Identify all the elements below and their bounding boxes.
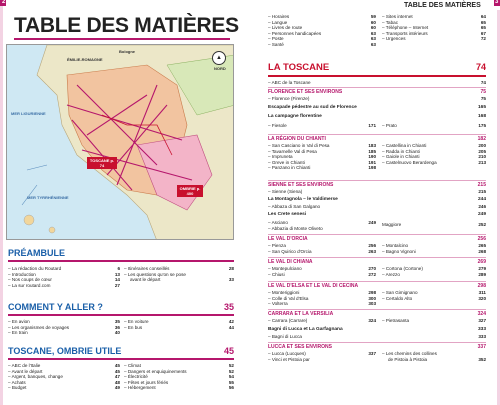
page-number-left: 2 bbox=[2, 0, 6, 5]
list-item[interactable]: – Sites internet 64 bbox=[382, 14, 486, 20]
page-title: TABLE DES MATIÈRES bbox=[14, 14, 239, 37]
separator bbox=[268, 342, 486, 343]
list-item[interactable]: – Bagni di Lucca 333 bbox=[268, 334, 486, 340]
section-orcia: LE VAL D'ORCIA 256 bbox=[268, 236, 486, 242]
map-box-toscane: TOSCANE p. 74 bbox=[87, 157, 117, 169]
section-preambule bbox=[8, 248, 68, 258]
list-item[interactable]: – Vinci et Pistoia par bbox=[268, 357, 376, 363]
toscane-ombrie-rule bbox=[8, 358, 234, 360]
section-chianti: LA RÉGION DU CHIANTI 182 bbox=[268, 136, 486, 142]
list-item[interactable]: – Avant le départ 45 bbox=[8, 369, 120, 375]
list-item[interactable]: – Hébergement 56 bbox=[124, 385, 234, 391]
section-toscane-ombrie bbox=[8, 346, 234, 356]
montagnola-entry[interactable]: La Montagnola – le Valdimerse 244 bbox=[268, 197, 486, 202]
running-title: TABLE DES MATIÈRES bbox=[404, 2, 481, 9]
list-item[interactable]: – Abbazia di Monte Oliveto bbox=[268, 226, 376, 232]
list-item[interactable]: – Carrara (Carrare) 324 bbox=[268, 318, 376, 324]
list-item[interactable]: – Impruneta 190 bbox=[268, 154, 376, 160]
list-item[interactable]: – Langue 60 bbox=[268, 20, 376, 26]
list-item[interactable]: – Gaiole in Chianti 210 bbox=[382, 154, 486, 160]
list-item[interactable]: – Horaires 59 bbox=[268, 14, 376, 20]
list-item[interactable]: – San Quirico d'Orcia 263 bbox=[268, 249, 376, 255]
map-svg bbox=[7, 45, 234, 240]
list-item[interactable]: – Les chemins des collines bbox=[382, 351, 486, 357]
list-item[interactable]: – En train 40 bbox=[8, 330, 120, 336]
section-comment bbox=[8, 302, 234, 312]
list-item[interactable]: – Pienza 256 bbox=[268, 243, 376, 249]
list-item[interactable]: – Arezzo 289 bbox=[382, 272, 486, 278]
separator bbox=[268, 281, 486, 282]
list-item[interactable]: avant le départ 33 bbox=[130, 277, 234, 283]
list-item[interactable]: – Montepulciano 270 bbox=[268, 266, 376, 272]
preambule-rule bbox=[8, 260, 234, 262]
left-edge-bar bbox=[0, 6, 3, 405]
list-item[interactable]: – Livres de route 60 bbox=[268, 25, 376, 31]
list-item[interactable]: – La sur routard.com 27 bbox=[8, 283, 120, 289]
list-item[interactable]: – Climat 52 bbox=[124, 363, 234, 369]
separator bbox=[268, 180, 486, 181]
map-label-bologne: Bologne bbox=[119, 49, 135, 54]
map-label-mer-ligurienne: MER LIGURIENNE bbox=[11, 111, 46, 116]
list-item[interactable]: – San Casciano in Val di Pesa 183 bbox=[268, 143, 376, 149]
list-item[interactable]: – Sienne (Siena) 215 bbox=[268, 189, 486, 195]
section-la-toscane-page: 74 bbox=[475, 62, 486, 72]
title-rule bbox=[14, 38, 230, 40]
list-item[interactable]: – Fêtes et jours fériés 55 bbox=[124, 380, 234, 386]
list-item[interactable]: – San Gimignano 311 bbox=[382, 290, 486, 296]
separator bbox=[268, 257, 486, 258]
list-item[interactable]: – Asciano 249 bbox=[268, 220, 376, 226]
section-sienne: SIENNE ET SES ENVIRONS 215 bbox=[268, 182, 486, 188]
list-item[interactable]: – Cortona (Cortone) 279 bbox=[382, 266, 486, 272]
separator bbox=[268, 87, 486, 88]
section-florence: FLORENCE ET SES ENVIRONS 75 bbox=[268, 89, 486, 95]
list-item[interactable]: – Transports intérieurs 67 bbox=[382, 31, 486, 37]
map-label-nord: NORD bbox=[214, 66, 226, 71]
list-item[interactable]: – Téléphone – Internet 65 bbox=[382, 25, 486, 31]
list-item[interactable]: de Pistoia à Pistoia 352 bbox=[388, 356, 486, 362]
map-label-emilie: ÉMILIE-ROMAGNE bbox=[67, 57, 103, 62]
list-item[interactable]: – Greve in Chianti 191 bbox=[268, 160, 376, 166]
list-item[interactable]: – Certaldo Alto 320 bbox=[382, 296, 486, 302]
separator bbox=[268, 309, 486, 310]
list-item[interactable]: – Achats 48 bbox=[8, 380, 120, 386]
list-item[interactable]: – Prato 175 bbox=[382, 123, 486, 129]
section-comment-page: 35 bbox=[223, 302, 234, 312]
list-item[interactable]: – Fiesole 171 bbox=[268, 123, 376, 129]
region-map bbox=[6, 44, 234, 240]
list-item[interactable]: – Lucca (Lucques) 337 bbox=[268, 351, 376, 357]
page-number-right: 3 bbox=[495, 0, 499, 5]
list-item[interactable]: – Monteriggioni 298 bbox=[268, 290, 376, 296]
list-item[interactable]: – Colle di Val d'Elsa 300 bbox=[268, 296, 376, 302]
list-item[interactable]: – Urgences 72 bbox=[382, 36, 486, 42]
separator bbox=[268, 234, 486, 235]
list-item[interactable]: – Florence (Firenze) 75 bbox=[268, 96, 486, 102]
list-item[interactable]: – En voiture 42 bbox=[124, 319, 234, 325]
list-item[interactable]: – Dangers et enquiquinements 52 bbox=[124, 369, 234, 375]
list-item[interactable]: – Personnes handicapées 63 bbox=[268, 31, 376, 37]
map-box-ombrie: OMBRIE p. 400 bbox=[177, 185, 203, 197]
list-item[interactable]: – En bus 44 bbox=[124, 325, 234, 331]
list-item[interactable]: – Électricité 54 bbox=[124, 374, 234, 380]
list-item[interactable]: – Montalcino 265 bbox=[382, 243, 486, 249]
la-toscane-rule bbox=[268, 75, 486, 77]
section-carrara: CARRARA ET LA VERSILIA 324 bbox=[268, 311, 486, 317]
list-item[interactable]: – Abbaza di San Galgano 246 bbox=[268, 204, 486, 210]
list-item[interactable]: – Tabac 65 bbox=[382, 20, 486, 26]
list-item[interactable]: – Introduction 13 bbox=[8, 272, 120, 278]
list-item[interactable]: – Radda in Chianti 205 bbox=[382, 149, 486, 155]
section-la-toscane bbox=[268, 62, 486, 73]
section-cecina: LE VAL D'ELSA ET LE VAL DI CECINA 298 bbox=[268, 283, 486, 289]
separator bbox=[268, 134, 486, 135]
section-comment-title: COMMENT Y ALLER ? bbox=[8, 302, 103, 312]
crete-entry[interactable]: Les Crete senesi 249 bbox=[268, 212, 486, 217]
list-item[interactable]: Maggiore 252 bbox=[382, 222, 486, 227]
section-lucca: LUCCA ET SES ENVIRONS 337 bbox=[268, 344, 486, 350]
campagne-entry[interactable]: La campagne florentine 168 bbox=[268, 114, 486, 119]
list-item[interactable]: – Les organismes de voyages 36 bbox=[8, 325, 120, 331]
list-item[interactable]: – Tavarnelle Val di Pesa 185 bbox=[268, 149, 376, 155]
list-item[interactable]: – ABC de l'Italie 45 bbox=[8, 363, 120, 369]
list-item[interactable]: – Castelnuovo Berardenga 213 bbox=[382, 160, 486, 166]
list-item[interactable]: – Bagno Vignoni 268 bbox=[382, 249, 486, 255]
list-item[interactable]: – Castellina in Chianti 200 bbox=[382, 143, 486, 149]
list-item[interactable]: – Panzano in Chianti 198 bbox=[268, 165, 376, 171]
compass-icon: ▲ bbox=[212, 51, 226, 65]
comment-rule bbox=[8, 314, 234, 316]
list-item[interactable]: – Chiusi 272 bbox=[268, 272, 376, 278]
list-item[interactable]: – Argent, banques, change 47 bbox=[8, 374, 120, 380]
section-toscane-ombrie-title: TOSCANE, OMBRIE UTILE bbox=[8, 346, 122, 356]
list-item[interactable]: – Budget 49 bbox=[8, 385, 120, 391]
map-label-mer-tyrrhenienne: MER TYRRHÉNIENNE bbox=[27, 195, 69, 200]
list-item[interactable]: – Poste 63 bbox=[268, 36, 376, 42]
list-item[interactable]: – Nos coups de cœur 14 bbox=[8, 277, 120, 283]
list-item[interactable]: – Volterra 303 bbox=[268, 301, 376, 307]
escapade-entry[interactable]: Escapade pédestre au sud de Florence 165 bbox=[268, 105, 486, 110]
list-item[interactable]: – La rédaction du Routard 6 bbox=[8, 266, 120, 272]
section-la-toscane-title: LA TOSCANE bbox=[268, 62, 330, 73]
list-item[interactable]: – Itinéraires conseillés 28 bbox=[124, 266, 234, 272]
list-item[interactable]: – En avion 35 bbox=[8, 319, 120, 325]
list-item[interactable]: – ABC de la Toscane 74 bbox=[268, 80, 486, 86]
section-chiana: LE VAL DI CHIANA 269 bbox=[268, 259, 486, 265]
list-item[interactable]: – Santé 63 bbox=[268, 42, 376, 48]
bagni-entry[interactable]: Bagni di Lucca et La Garfagnana 333 bbox=[268, 327, 486, 332]
list-item[interactable]: – Les questions qu'on se pose bbox=[124, 272, 234, 278]
list-item[interactable]: – Pietrasanta 327 bbox=[382, 318, 486, 324]
section-toscane-ombrie-page: 45 bbox=[223, 346, 234, 356]
section-preambule-title: PRÉAMBULE bbox=[8, 248, 66, 258]
